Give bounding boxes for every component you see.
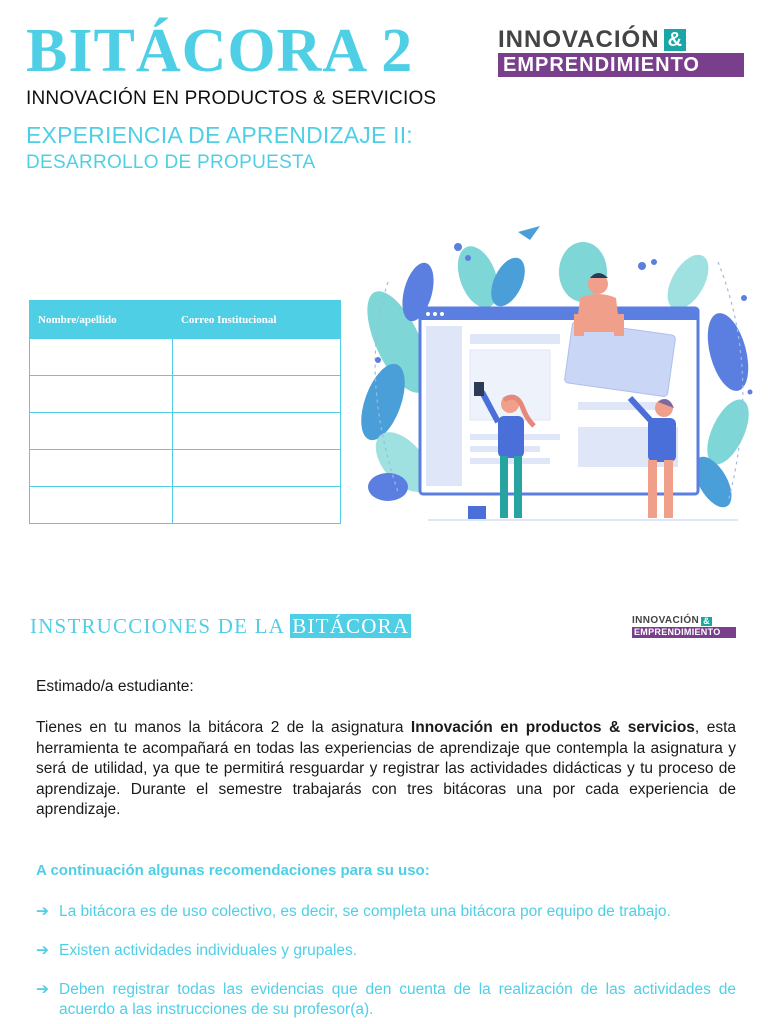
course-subtitle: INNOVACIÓN EN PRODUCTOS & SERVICIOS	[26, 88, 437, 109]
arrow-right-icon: ➔	[36, 903, 49, 920]
logo-word-emprendimiento: EMPRENDIMIENTO	[632, 627, 736, 638]
name-cell[interactable]	[30, 376, 173, 413]
logo-word-emprendimiento: EMPRENDIMIENTO	[498, 53, 744, 77]
name-cell[interactable]	[30, 339, 173, 376]
intro-paragraph-end: , esta herramienta te acompañará en todas las experiencias de aprendizaje que contempla la asignatura y será de utilidad, ya que te permitirá resguardar y registrar las actividades didácticas y tu proceso de aprendizaje. Durante el semestre trabajarás con tres bitácoras una por cada experiencia de aprendizaje.	[36, 719, 737, 818]
table-row	[30, 339, 341, 376]
list-item	[36, 980, 736, 1020]
bullet-text: La bitácora es de uso colectivo, es decir, se completa una bitácora por equipo de trabajo.	[59, 903, 671, 920]
table-row	[30, 376, 341, 413]
name-cell[interactable]	[30, 450, 173, 487]
table-row	[30, 413, 341, 450]
instructions-title	[30, 614, 411, 639]
logo-ampersand: &	[664, 29, 686, 51]
innovacion-emprendimiento-logo	[498, 28, 744, 77]
table-row	[30, 487, 341, 524]
paper-plane-icon	[518, 226, 540, 240]
arrow-right-icon: ➔	[36, 942, 49, 959]
arrow-right-icon: ➔	[36, 981, 49, 998]
recommendations-title: A continuación algunas recomendaciones para su uso:	[36, 862, 430, 879]
page-title: BITÁCORA 2	[26, 17, 414, 85]
bullet-text: Existen actividades individuales y grupales.	[59, 942, 358, 959]
members-table	[29, 300, 341, 524]
recommendations-list	[36, 902, 736, 1024]
name-cell[interactable]	[30, 487, 173, 524]
list-item	[36, 941, 736, 961]
email-cell[interactable]	[172, 450, 340, 487]
bullet-text: Deben registrar todas las evidencias que den cuenta de la realización de las actividades de acuerdo a las instrucciones de su profesor(a).	[59, 981, 736, 1018]
logo-word-innovacion: INNOVACIÓN	[632, 615, 700, 626]
greeting: Estimado/a estudiante:	[36, 678, 194, 695]
intro-paragraph	[36, 718, 736, 821]
logo-word-innovacion: INNOVACIÓN	[498, 26, 660, 53]
course-name-bold: Innovación en productos & servicios	[410, 719, 695, 736]
instructions-title-prefix: INSTRUCCIONES DE LA	[30, 614, 291, 638]
name-cell[interactable]	[30, 413, 173, 450]
email-cell[interactable]	[172, 339, 340, 376]
experience-subtitle: DESARROLLO DE PROPUESTA	[26, 152, 316, 173]
logo-ampersand: &	[703, 615, 710, 626]
experience-title: EXPERIENCIA DE APRENDIZAJE II:	[26, 122, 413, 148]
column-header-name: Nombre/apellido	[30, 301, 173, 339]
table-row	[30, 450, 341, 487]
table-header-row	[30, 301, 341, 339]
email-cell[interactable]	[172, 413, 340, 450]
email-cell[interactable]	[172, 376, 340, 413]
intro-paragraph-start: Tienes en tu manos la bitácora 2 de la asignatura	[36, 719, 411, 736]
list-item	[36, 902, 736, 922]
innovacion-emprendimiento-logo-small	[632, 616, 736, 638]
email-cell[interactable]	[172, 487, 340, 524]
column-header-email: Correo Institucional	[172, 301, 340, 339]
instructions-title-highlight: BITÁCORA	[292, 614, 410, 638]
web-design-illustration	[358, 222, 762, 528]
